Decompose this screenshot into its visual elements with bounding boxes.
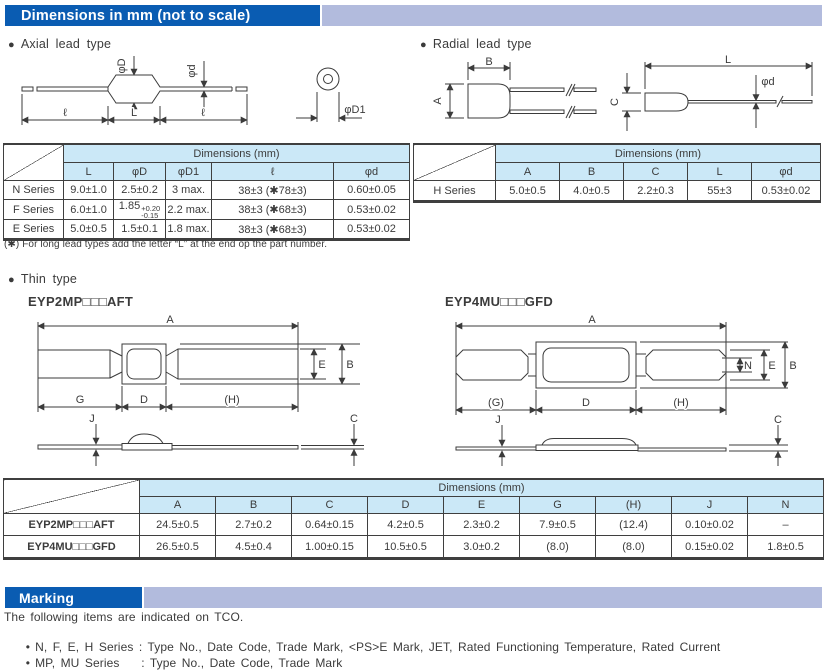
diagonal-cell: [4, 479, 140, 514]
dim-label-A: A: [166, 314, 174, 326]
dim-label-J: J: [495, 414, 501, 426]
cell: 0.53±0.02: [752, 181, 821, 202]
col-header: L: [688, 163, 752, 181]
part-number-eyp2mp: EYP2MP□□□AFT: [28, 294, 134, 309]
cell: 10.5±0.5: [368, 536, 444, 559]
cell: 7.9±0.5: [520, 514, 596, 536]
cell: 0.15±0.02: [672, 536, 748, 559]
dim-label-C: C: [609, 98, 621, 106]
dim-label-phid: φd: [186, 64, 198, 78]
table-header-row: [4, 163, 410, 181]
bullet-icon: •: [25, 656, 31, 670]
cell: 9.0±1.0: [64, 181, 114, 200]
cell: 0.60±0.05: [334, 181, 410, 200]
dim-label-L: L: [130, 107, 138, 119]
dim-label-L: L: [724, 54, 732, 66]
cell: 0.53±0.02: [334, 200, 410, 220]
radial-lead-type-heading: [420, 37, 532, 51]
axial-lead-type-heading: [8, 37, 111, 51]
dimensions-span-header: Dimensions (mm): [64, 144, 410, 163]
thin-dimensions-table: [3, 478, 824, 560]
tolerance-main: 1.85: [118, 200, 141, 212]
radial-lead-diagram: [420, 54, 824, 138]
dim-label-E: E: [768, 360, 776, 372]
dim-label-C: C: [774, 414, 782, 426]
section-header-strip: [322, 5, 822, 26]
cell: 2.5±0.2: [114, 181, 166, 200]
col-header: ℓ: [212, 163, 334, 181]
axial-footnote: (✱) For long lead types add the letter “L” at the end op the part number.: [4, 239, 328, 250]
cell: 4.5±0.4: [216, 536, 292, 559]
dim-label-phiD: φD: [116, 58, 128, 74]
dim-label-A: A: [588, 314, 596, 326]
col-header: J: [672, 497, 748, 514]
cell: 1.8±0.5: [748, 536, 824, 559]
cell: 4.2±0.5: [368, 514, 444, 536]
dim-label-C: C: [350, 413, 358, 425]
dim-label-J: J: [89, 413, 95, 425]
table-header-row: [4, 479, 824, 497]
col-header: C: [624, 163, 688, 181]
bullet-icon: ●: [420, 39, 427, 51]
col-header: E: [444, 497, 520, 514]
cell: 1.5±0.1: [114, 220, 166, 240]
cell: 1.00±0.15: [292, 536, 368, 559]
dim-label-B: B: [485, 56, 493, 68]
col-header: B: [216, 497, 292, 514]
row-label: EYP2MP□□□AFT: [4, 514, 140, 536]
bullet-icon: •: [25, 640, 31, 654]
thin-eyp2mp-diagram: [8, 312, 412, 470]
section-header-marking-label: Marking: [19, 589, 75, 606]
table-row: [4, 514, 824, 536]
cell: 5.0±0.5: [496, 181, 560, 202]
cell: (8.0): [596, 536, 672, 559]
cell: 2.2±0.3: [624, 181, 688, 202]
tolerance-lower: -0.15: [141, 211, 159, 220]
cell-with-tolerance: [114, 200, 166, 220]
cell: 0.10±0.02: [672, 514, 748, 536]
row-label: N Series: [4, 181, 64, 200]
marking-intro: The following items are indicated on TCO.: [4, 610, 244, 624]
dimensions-span-header: Dimensions (mm): [140, 479, 824, 497]
col-header: G: [520, 497, 596, 514]
dim-label-ell-left: ℓ: [63, 107, 67, 119]
cell: 0.64±0.15: [292, 514, 368, 536]
col-header: D: [368, 497, 444, 514]
dim-label-H: (H): [224, 394, 240, 406]
dim-label-D: D: [140, 394, 148, 406]
cell: 55±3: [688, 181, 752, 202]
cell: 0.53±0.02: [334, 220, 410, 240]
col-header: B: [560, 163, 624, 181]
col-header: φd: [334, 163, 410, 181]
col-header: φd: [752, 163, 821, 181]
cell: 24.5±0.5: [140, 514, 216, 536]
table-row: [4, 536, 824, 559]
row-label: E Series: [4, 220, 64, 240]
cell: 5.0±0.5: [64, 220, 114, 240]
thin-eyp4mu-diagram: [424, 312, 824, 470]
dim-label-G: G: [75, 394, 85, 406]
col-header: L: [64, 163, 114, 181]
axial-lead-diagram: [8, 54, 408, 138]
dim-label-B: B: [346, 359, 354, 371]
cell: –: [748, 514, 824, 536]
row-label: H Series: [414, 181, 496, 202]
dim-label-N: N: [744, 360, 752, 372]
section-header-marking: [5, 587, 142, 608]
dim-label-ell-right: ℓ: [201, 107, 205, 119]
part-number-eyp4mu: EYP4MU□□□GFD: [445, 294, 554, 309]
cell: 38±3 (✱78±3): [212, 181, 334, 200]
cell: 26.5±0.5: [140, 536, 216, 559]
table-row: [414, 181, 821, 202]
section-header-marking-strip: [144, 587, 822, 608]
cell: 4.0±0.5: [560, 181, 624, 202]
diagonal-cell: [414, 144, 496, 181]
dimensions-span-header: Dimensions (mm): [496, 144, 821, 163]
row-label: F Series: [4, 200, 64, 220]
col-header: C: [292, 497, 368, 514]
section-header-dimensions-label: Dimensions in mm (not to scale): [21, 7, 251, 24]
bullet-icon: ●: [8, 39, 15, 51]
diagonal-cell: [4, 144, 64, 181]
cell: 2.7±0.2: [216, 514, 292, 536]
marking-item-text: N, F, E, H Series : Type No., Date Code, Trade Mark, <PS>E Mark, JET, Rated Functioning Temperature, Rated Current: [35, 640, 721, 654]
section-header-dimensions: [5, 5, 320, 26]
thin-type-label: Thin type: [20, 272, 78, 286]
cell: (12.4): [596, 514, 672, 536]
table-header-row: [4, 144, 410, 163]
table-row: [4, 200, 410, 220]
col-header: φD1: [166, 163, 212, 181]
cell: 2.2 max.: [166, 200, 212, 220]
col-header: A: [140, 497, 216, 514]
cell: 3.0±0.2: [444, 536, 520, 559]
radial-lead-type-label: Radial lead type: [432, 37, 532, 51]
axial-dimensions-table: [3, 143, 410, 241]
dim-label-phid: φd: [761, 76, 775, 88]
cell: (8.0): [520, 536, 596, 559]
table-row: [4, 220, 410, 240]
bullet-icon: ●: [8, 274, 15, 286]
cell: 38±3 (✱68±3): [212, 200, 334, 220]
dim-label-H: (H): [673, 397, 689, 409]
cell: 2.3±0.2: [444, 514, 520, 536]
cell: 38±3 (✱68±3): [212, 220, 334, 240]
col-header: N: [748, 497, 824, 514]
cell: 3 max.: [166, 181, 212, 200]
dim-label-E: E: [318, 359, 326, 371]
col-header: (H): [596, 497, 672, 514]
dim-label-D: D: [582, 397, 590, 409]
tolerance-stack: [141, 205, 160, 219]
cell: 6.0±1.0: [64, 200, 114, 220]
row-label: EYP4MU□□□GFD: [4, 536, 140, 559]
dim-label-A: A: [432, 97, 444, 105]
dim-label-phiD1: φD1: [344, 104, 366, 116]
table-header-row: [414, 144, 821, 163]
marking-item-series-mpmu: [4, 642, 342, 671]
col-header: A: [496, 163, 560, 181]
radial-dimensions-table: [413, 143, 821, 203]
cell: 1.8 max.: [166, 220, 212, 240]
dim-label-B: B: [789, 360, 797, 372]
marking-item-text: MP, MU Series : Type No., Date Code, Trade Mark: [35, 656, 343, 670]
col-header: φD: [114, 163, 166, 181]
axial-lead-type-label: Axial lead type: [20, 37, 112, 51]
tolerance-upper: +0.20: [141, 204, 161, 213]
table-row: [4, 181, 410, 200]
dim-label-G: (G): [488, 397, 504, 409]
thin-type-heading: [8, 272, 77, 286]
